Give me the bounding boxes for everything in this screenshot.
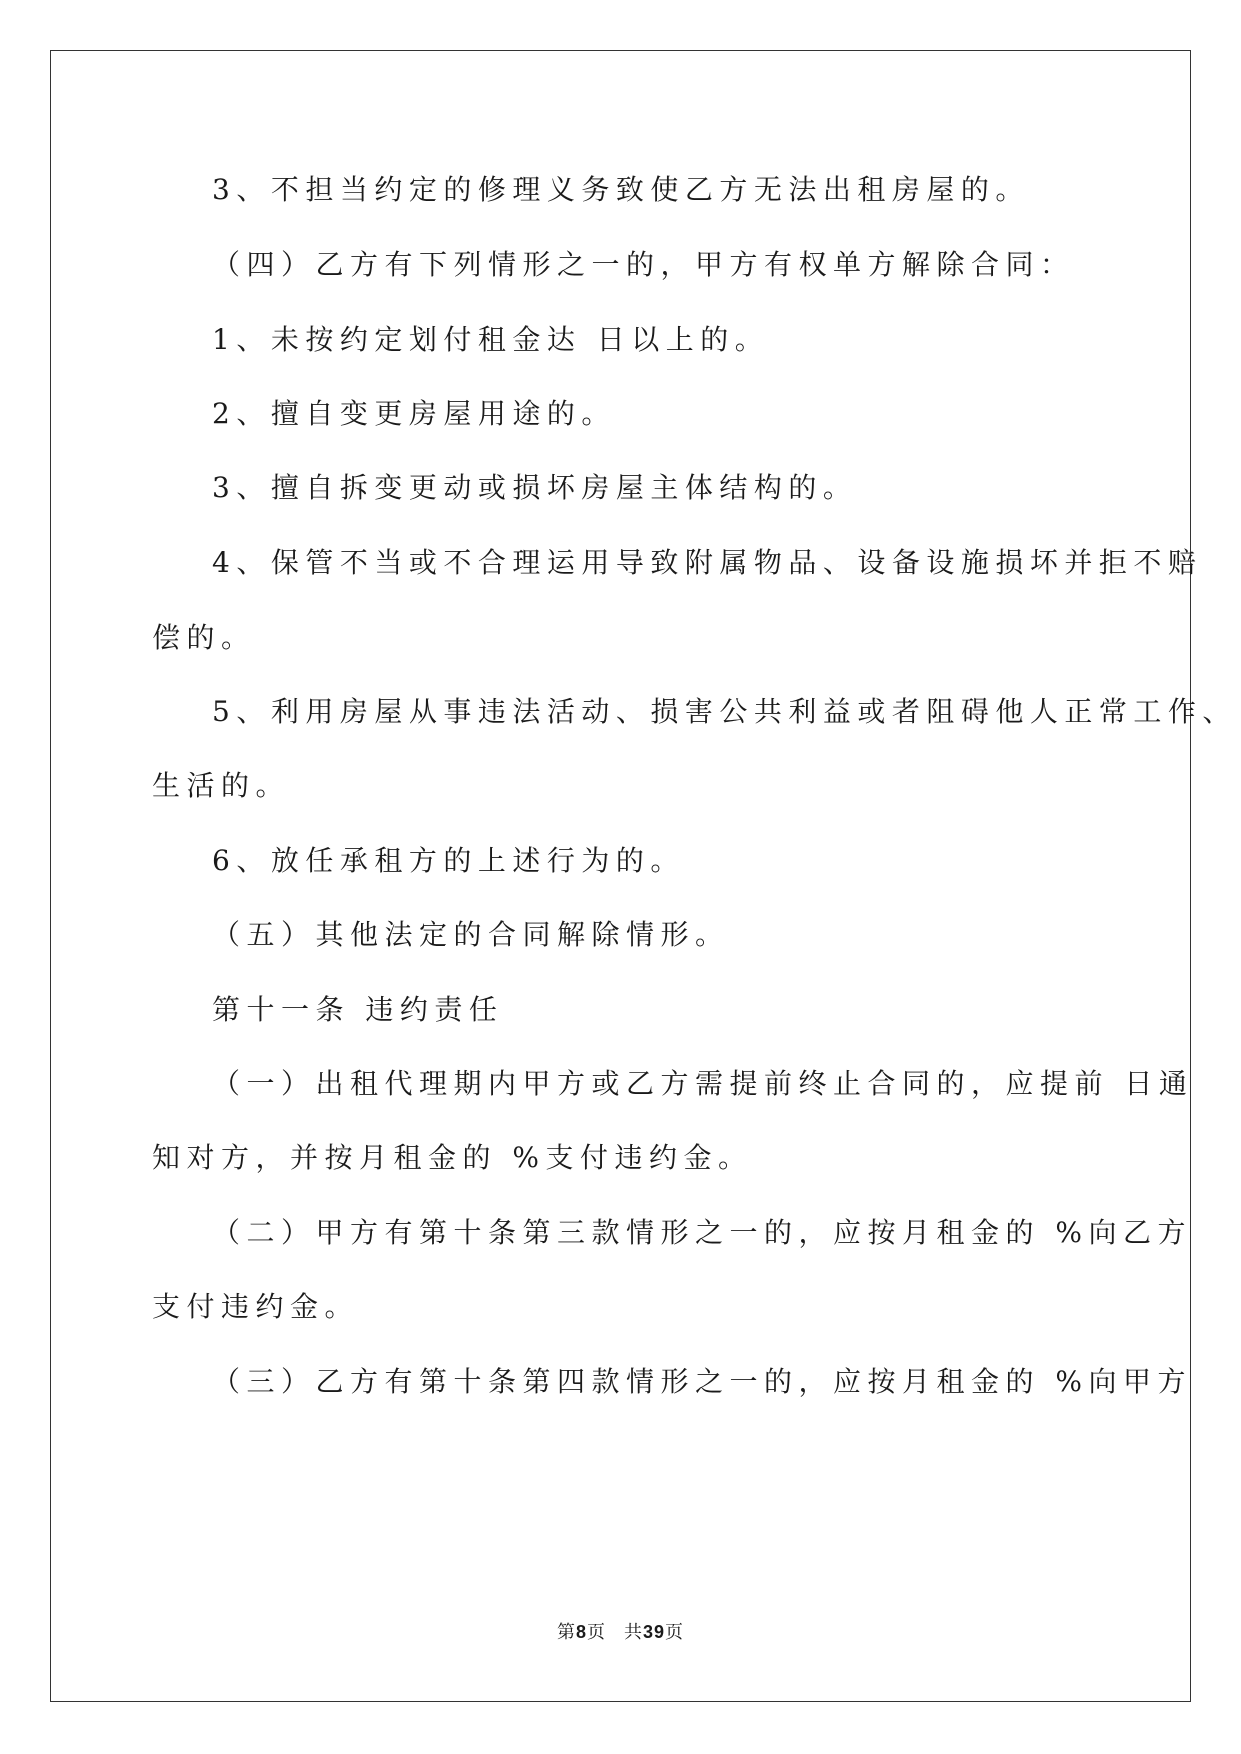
- paragraph-line: 3、擅自拆变更动或损坏房屋主体结构的。: [212, 471, 858, 504]
- paragraph-line: （四）乙方有下列情形之一的，甲方有权单方解除合同：: [212, 248, 1075, 281]
- paragraph-line: （二）甲方有第十条第三款情形之一的，应按月租金的 %向乙方: [212, 1216, 1193, 1249]
- page-number-footer: [0, 1620, 1241, 1645]
- footer-total-suffix: 页: [665, 1622, 685, 1643]
- paragraph-line: 知对方，并按月租金的 %支付违约金。: [152, 1141, 753, 1174]
- paragraph-line: 1、未按约定划付租金达 日以上的。: [212, 323, 770, 356]
- paragraph-line: 支付违约金。: [152, 1290, 360, 1323]
- paragraph-line: 偿的。: [152, 621, 256, 654]
- paragraph-line: （三）乙方有第十条第四款情形之一的，应按月租金的 %向甲方: [212, 1365, 1193, 1398]
- paragraph-line: 3、不担当约定的修理义务致使乙方无法出租房屋的。: [212, 173, 1030, 206]
- paragraph-line: 6、放任承租方的上述行为的。: [212, 844, 685, 877]
- footer-page-prefix: 第: [556, 1622, 576, 1643]
- footer-current-page: 8: [575, 1622, 587, 1642]
- footer-total-pages: 39: [642, 1622, 666, 1642]
- paragraph-line: 5、利用房屋从事违法活动、损害公共利益或者阻碍他人正常工作、: [212, 695, 1237, 728]
- paragraph-line: （五）其他法定的合同解除情形。: [212, 918, 730, 951]
- footer-page-suffix: 页: [586, 1622, 606, 1643]
- paragraph-line: （一）出租代理期内甲方或乙方需提前终止合同的，应提前 日通: [212, 1067, 1194, 1100]
- section-heading: 第十一条 违约责任: [212, 993, 504, 1026]
- paragraph-line: 2、擅自变更房屋用途的。: [212, 397, 616, 430]
- paragraph-line: 生活的。: [152, 769, 291, 802]
- paragraph-line: 4、保管不当或不合理运用导致附属物品、设备设施损坏并拒不赔: [212, 546, 1203, 579]
- footer-total-prefix: 共: [623, 1622, 643, 1643]
